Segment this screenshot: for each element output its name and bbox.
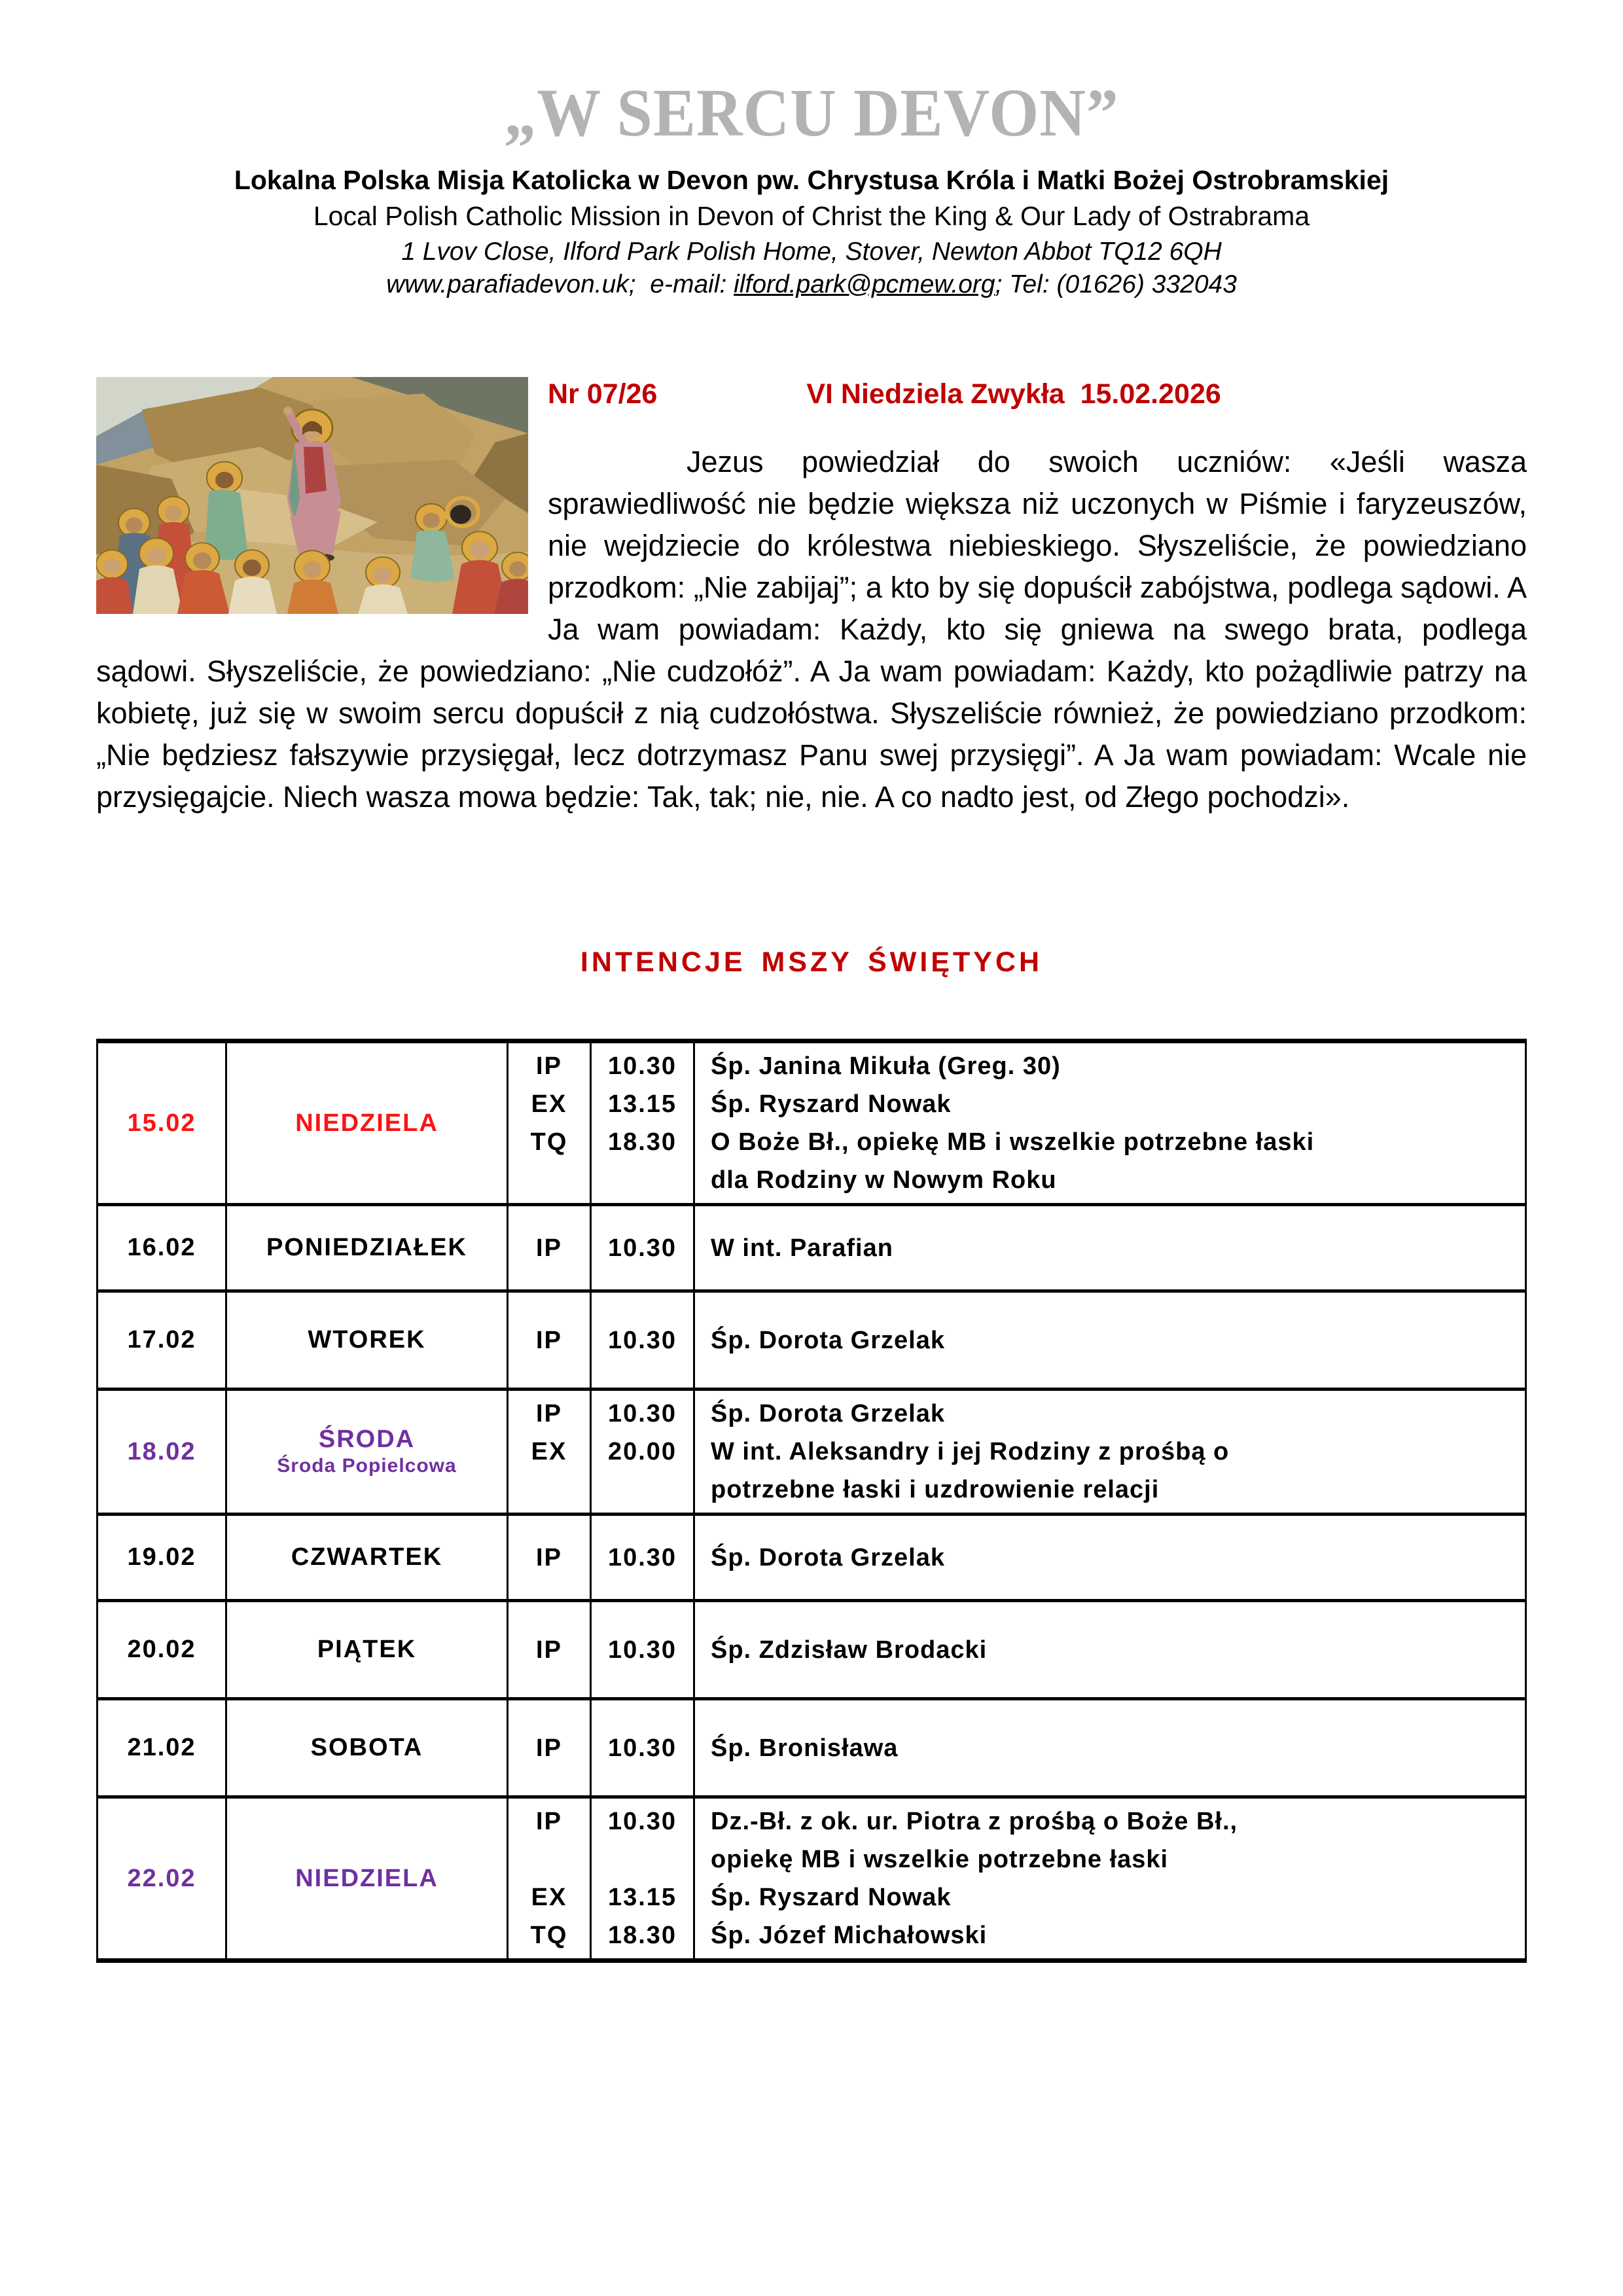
day-cell: NIEDZIELA <box>226 1041 508 1205</box>
time-cell: 10.30 20.00 <box>591 1390 694 1515</box>
mission-name-polish: Lokalna Polska Misja Katolicka w Devon pw. Chrystusa Króla i Matki Bożej Ostrobramskiej <box>234 165 1389 195</box>
issue-number: Nr 07/26 <box>548 378 658 410</box>
location-cell: IP <box>508 1205 591 1291</box>
time-cell: 10.30 13.15 18.30 <box>591 1041 694 1205</box>
day-name: ŚRODA <box>318 1425 416 1453</box>
date-cell: 15.02 <box>98 1041 226 1205</box>
intention-cell: Śp. Dorota Grzelak W int. Aleksandry i jej Rodziny z prośbą o potrzebne łaski i uzdrowienie relacji <box>694 1390 1526 1515</box>
time-cell: 10.30 <box>591 1205 694 1291</box>
intention-cell: W int. Parafian <box>694 1205 1526 1291</box>
mass-intentions-table <box>96 1039 1527 1963</box>
intention-cell: Śp. Bronisława <box>694 1699 1526 1797</box>
intention-cell: Śp. Zdzisław Brodacki <box>694 1601 1526 1699</box>
location-cell: IP EX TQ <box>508 1797 591 1961</box>
date-cell: 18.02 <box>98 1390 226 1515</box>
time-cell: 10.30 <box>591 1515 694 1601</box>
time-cell: 10.30 13.15 18.30 <box>591 1797 694 1961</box>
time-cell: 10.30 <box>591 1601 694 1699</box>
time-cell: 10.30 <box>591 1699 694 1797</box>
contact-line <box>96 270 1527 300</box>
location-cell: IP <box>508 1601 591 1699</box>
day-cell: WTOREK <box>226 1291 508 1390</box>
time-cell: 10.30 <box>591 1291 694 1390</box>
contact-phone: ; Tel: (01626) 332043 <box>995 270 1237 298</box>
intention-cell: Śp. Dorota Grzelak <box>694 1291 1526 1390</box>
issue-sunday-title: VI Niedziela Zwykła 15.02.2026 <box>806 378 1221 410</box>
day-cell <box>226 1390 508 1515</box>
table-row <box>98 1699 1526 1797</box>
mission-address: 1 Lvov Close, Ilford Park Polish Home, Stover, Newton Abbot TQ12 6QH <box>401 238 1222 266</box>
day-subtitle: Środa Popielcowa <box>277 1454 457 1477</box>
mission-name-english: Local Polish Catholic Mission in Devon of Christ the King & Our Lady of Ostrabrama <box>313 201 1310 231</box>
date-cell: 19.02 <box>98 1515 226 1601</box>
intention-cell: Dz.-Bł. z ok. ur. Piotra z prośbą o Boże Bł., opiekę MB i wszelkie potrzebne łaski Śp. Ryszard Nowak Śp. Józef Michałowski <box>694 1797 1526 1961</box>
intention-cell: Śp. Janina Mikuła (Greg. 30) Śp. Ryszard Nowak O Boże Bł., opiekę MB i wszelkie potrzebne łaski dla Rodziny w Nowym Roku <box>694 1041 1526 1205</box>
day-cell: PIĄTEK <box>226 1601 508 1699</box>
page-title: „W SERCU DEVON” <box>504 75 1119 151</box>
date-cell: 17.02 <box>98 1291 226 1390</box>
table-row <box>98 1041 1526 1205</box>
day-cell: CZWARTEK <box>226 1515 508 1601</box>
location-cell: IP EX TQ <box>508 1041 591 1205</box>
table-row <box>98 1291 1526 1390</box>
contact-website: www.parafiadevon.uk; e-mail: <box>386 270 734 298</box>
location-cell: IP <box>508 1515 591 1601</box>
intention-cell: Śp. Dorota Grzelak <box>694 1515 1526 1601</box>
location-cell: IP <box>508 1291 591 1390</box>
location-cell: IP EX <box>508 1390 591 1515</box>
table-row <box>98 1390 1526 1515</box>
day-cell: PONIEDZIAŁEK <box>226 1205 508 1291</box>
email-link[interactable]: ilford.park@pcmew.org <box>734 270 995 298</box>
sermon-on-the-mount-painting <box>96 377 528 614</box>
date-cell: 22.02 <box>98 1797 226 1961</box>
table-row <box>98 1601 1526 1699</box>
date-cell: 16.02 <box>98 1205 226 1291</box>
mass-intentions-heading: INTENCJE MSZY ŚWIĘTYCH <box>580 946 1043 978</box>
date-cell: 21.02 <box>98 1699 226 1797</box>
table-row <box>98 1797 1526 1961</box>
day-cell: SOBOTA <box>226 1699 508 1797</box>
table-row <box>98 1205 1526 1291</box>
location-cell: IP <box>508 1699 591 1797</box>
day-cell: NIEDZIELA <box>226 1797 508 1961</box>
gospel-text: Jezus powiedział do swoich uczniów: «Jeśli wasza sprawiedliwość nie będzie większa niż uczonych w Piśmie i faryzeuszów, nie wejdziecie do królestwa niebieskiego. Słyszeliście, że powiedziano przodkom: „Nie zabijaj”; a kto by się dopuścił zabójstwa, podlega sądowi. A Ja wam powiadam: Każdy, kto się gniewa na swego brata, podlega sądowi. Słyszeliście, że powiedziano: „Nie cudzołóż”. A Ja wam powiadam: Każdy, kto pożądliwie patrzy na kobietę, już się w swoim sercu dopuścił z nią cudzołóstwa. Słyszeliście również, że powiedziano przodkom: „Nie będziesz fałszywie przysięgał, lecz dotrzymasz Panu swej przysięgi”. A Ja wam powiadam: Wcale nie przysięgajcie. Niech wasza mowa będzie: Tak, tak; nie, nie. A co nadto jest, od Złego pochodzi». <box>96 445 1527 814</box>
table-row <box>98 1515 1526 1601</box>
date-cell: 20.02 <box>98 1601 226 1699</box>
gospel-section <box>96 377 1527 818</box>
